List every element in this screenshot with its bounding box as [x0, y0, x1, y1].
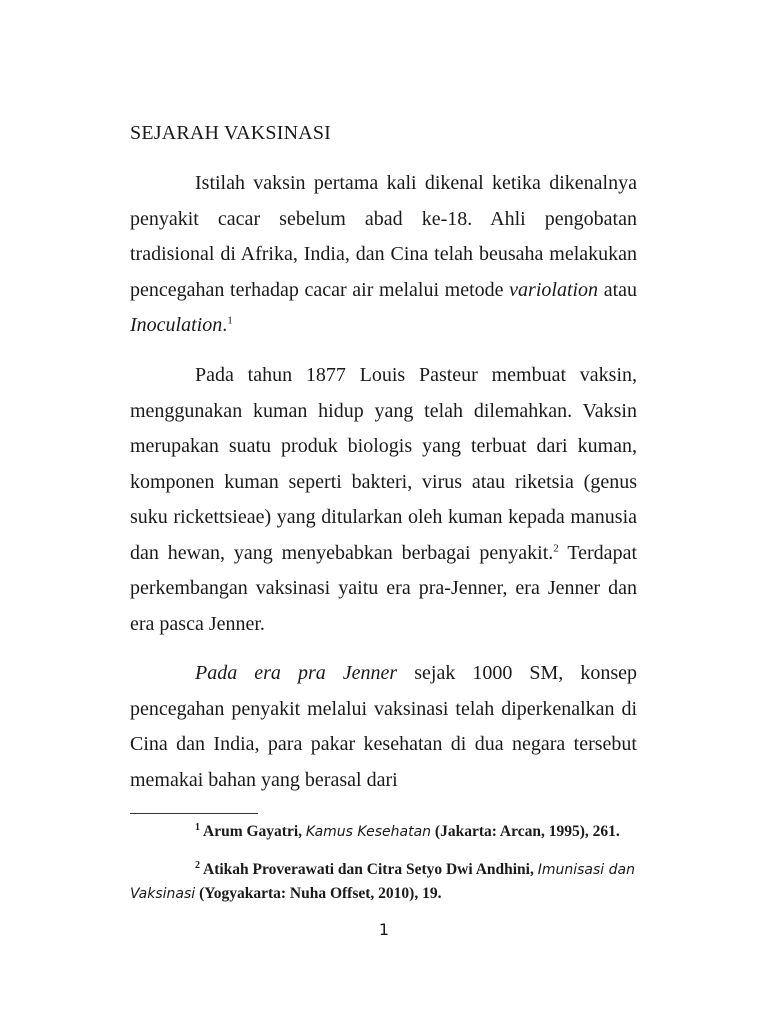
paragraph-1-end: .: [222, 314, 228, 336]
paragraph-1-text: Istilah vaksin pertama kali dikenal ketika dikenalnya penyakit cacar sebelum abad ke-18. Ahli pengobatan tradisional di Afrika, India, dan Cina telah beusaha melakukan pencegahan terhadap cacar air melalui metode: [130, 172, 637, 301]
footnote-1: [130, 820, 637, 844]
footnote-ref-2: 2: [553, 541, 559, 554]
footnote-2-publication: (Yogyakarta: Nuha Offset, 2010), 19.: [195, 885, 442, 902]
paragraph-2-text: Pada tahun 1877 Louis Pasteur membuat vaksin, menggunakan kuman hidup yang telah dilemahkan. Vaksin merupakan suatu produk biologis yang terbuat dari kuman, komponen kuman seperti bakteri, virus atau riketsia (genus suku rickettsieae) yang ditularkan oleh kuman kepada manusia dan hewan, yang menyebabkan berbagai penyakit.: [130, 364, 637, 564]
paragraph-2-text-after: Terdapat perkembangan vaksinasi yaitu era pra-Jenner, era Jenner dan era pasca Jenner.: [130, 541, 637, 635]
footnote-1-title: Kamus Kesehatan: [305, 824, 432, 840]
section-heading: SEJARAH VAKSINASI: [130, 122, 332, 144]
paragraph-2: [130, 358, 637, 642]
term-inoculation: Inoculation: [130, 314, 223, 336]
term-variolation: variolation: [509, 278, 599, 301]
paragraph-1-connector: atau: [598, 278, 638, 301]
footnote-separator: [130, 813, 258, 814]
paragraph-1: [130, 166, 637, 344]
paragraph-3-text: sejak 1000 SM, konsep pencegahan penyakit melalui vaksinasi telah diperkenalkan di Cina dan India, para pakar kesehatan di dua negara tersebut memakai bahan yang berasal dari: [130, 662, 637, 791]
footnote-2: [130, 858, 637, 906]
footnote-1-number: 1: [195, 821, 200, 833]
footnote-1-author: Arum Gayatri,: [200, 823, 306, 840]
paragraph-3: [130, 656, 637, 798]
footnote-2-number: 2: [195, 859, 200, 871]
footnote-1-publication: (Jakarta: Arcan, 1995), 261.: [431, 823, 620, 840]
footnote-2-title: Imunisasi dan Vaksinasi: [130, 862, 635, 902]
page-number: 1: [378, 920, 390, 939]
term-pra-jenner: Pada era pra Jenner: [195, 662, 398, 684]
footnote-2-author: Atikah Proverawati dan Citra Setyo Dwi Andhini,: [200, 861, 538, 878]
footnote-ref-1: 1: [227, 314, 233, 327]
